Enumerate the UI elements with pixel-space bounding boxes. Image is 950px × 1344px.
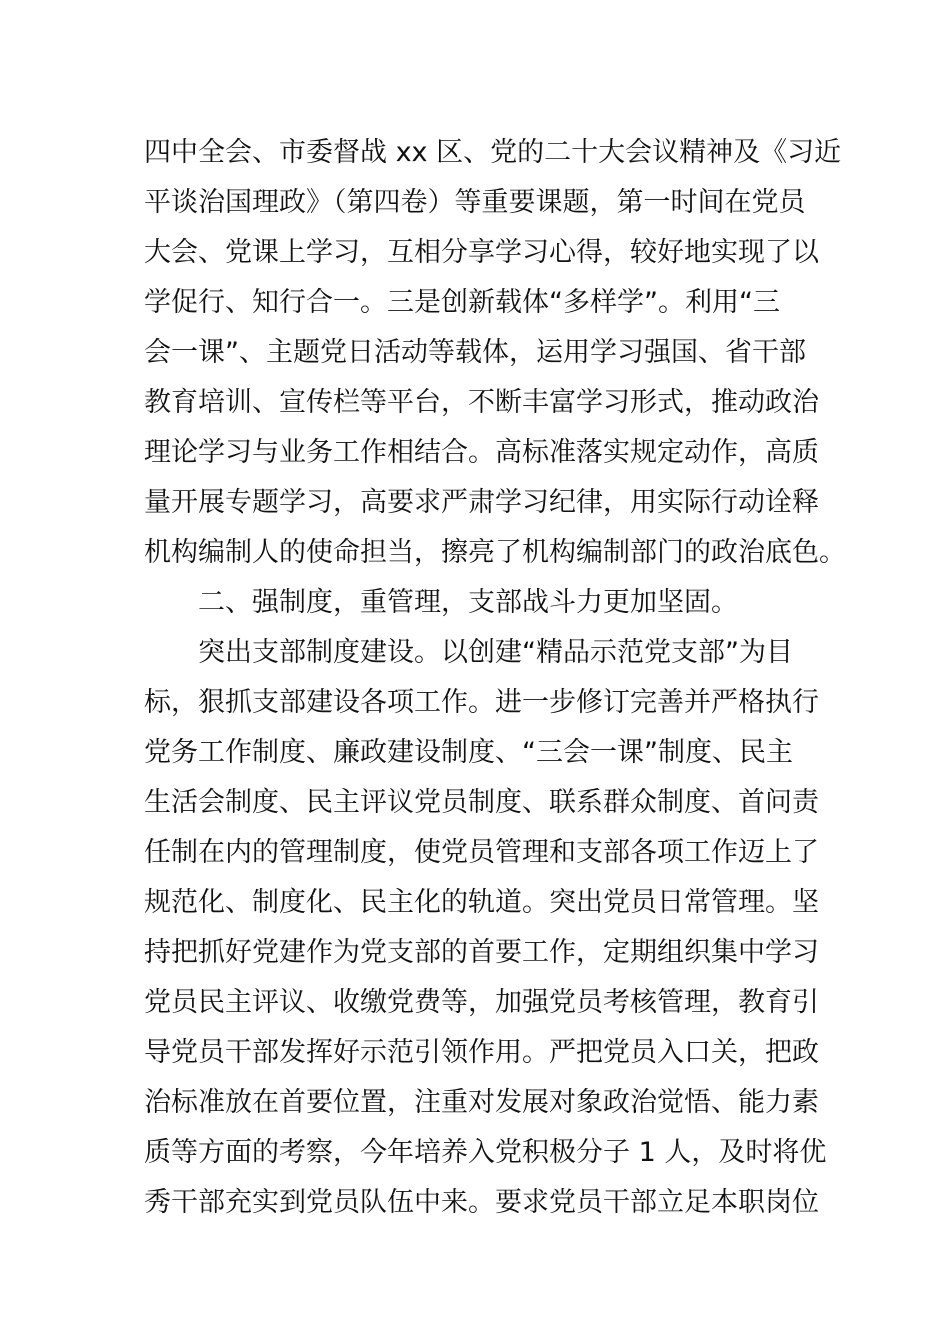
text-line: 任制在内的管理制度，使党员管理和支部各项工作迈上了 <box>144 837 819 868</box>
text-line: 会一课”、主题党日活动等载体，运用学习强国、省干部 <box>144 337 806 368</box>
text-line: 秀干部充实到党员队伍中来。要求党员干部立足本职岗位 <box>144 1187 819 1218</box>
text-line: 理论学习与业务工作相结合。高标准落实规定动作，高质 <box>144 437 819 468</box>
text-line: 生活会制度、民主评议党员制度、联系群众制度、首问责 <box>144 787 819 818</box>
text-line: 持把抓好党建作为党支部的首要工作，定期组织集中学习 <box>144 937 819 968</box>
text-line: 四中全会、市委督战 xx 区、党的二十大会议精神及《习近 <box>144 137 842 168</box>
text-line: 教育培训、宣传栏等平台，不断丰富学习形式，推动政治 <box>144 387 819 418</box>
text-line: 大会、党课上学习，互相分享学习心得，较好地实现了以 <box>144 237 819 268</box>
text-line: 平谈治国理政》（第四卷）等重要课题，第一时间在党员 <box>144 187 806 218</box>
text-line: 量开展专题学习，高要求严肃学习纪律，用实际行动诠释 <box>144 487 819 518</box>
text-line: 规范化、制度化、民主化的轨道。突出党员日常管理。坚 <box>144 887 819 918</box>
body-text <box>144 128 846 1228</box>
text-line: 治标准放在首要位置，注重对发展对象政治觉悟、能力素 <box>144 1087 819 1118</box>
text-line: 导党员干部发挥好示范引领作用。严把党员入口关，把政 <box>144 1037 819 1068</box>
text-line: 党务工作制度、廉政建设制度、“三会一课”制度、民主 <box>144 737 793 768</box>
text-line: 学促行、知行合一。三是创新载体“多样学”。利用“三 <box>144 287 780 318</box>
text-line: 标，狠抓支部建设各项工作。进一步修订完善并严格执行 <box>144 687 819 718</box>
text-line: 机构编制人的使命担当，擦亮了机构编制部门的政治底色。 <box>144 537 846 568</box>
section-heading: 二、强制度，重管理，支部战斗力更加坚固。 <box>144 587 738 618</box>
text-line: 党员民主评议、收缴党费等，加强党员考核管理，教育引 <box>144 987 819 1018</box>
text-line: 质等方面的考察，今年培养入党积极分子 1 人，及时将优 <box>144 1137 827 1168</box>
text-line: 突出支部制度建设。以创建“精品示范党支部”为目 <box>144 637 793 668</box>
